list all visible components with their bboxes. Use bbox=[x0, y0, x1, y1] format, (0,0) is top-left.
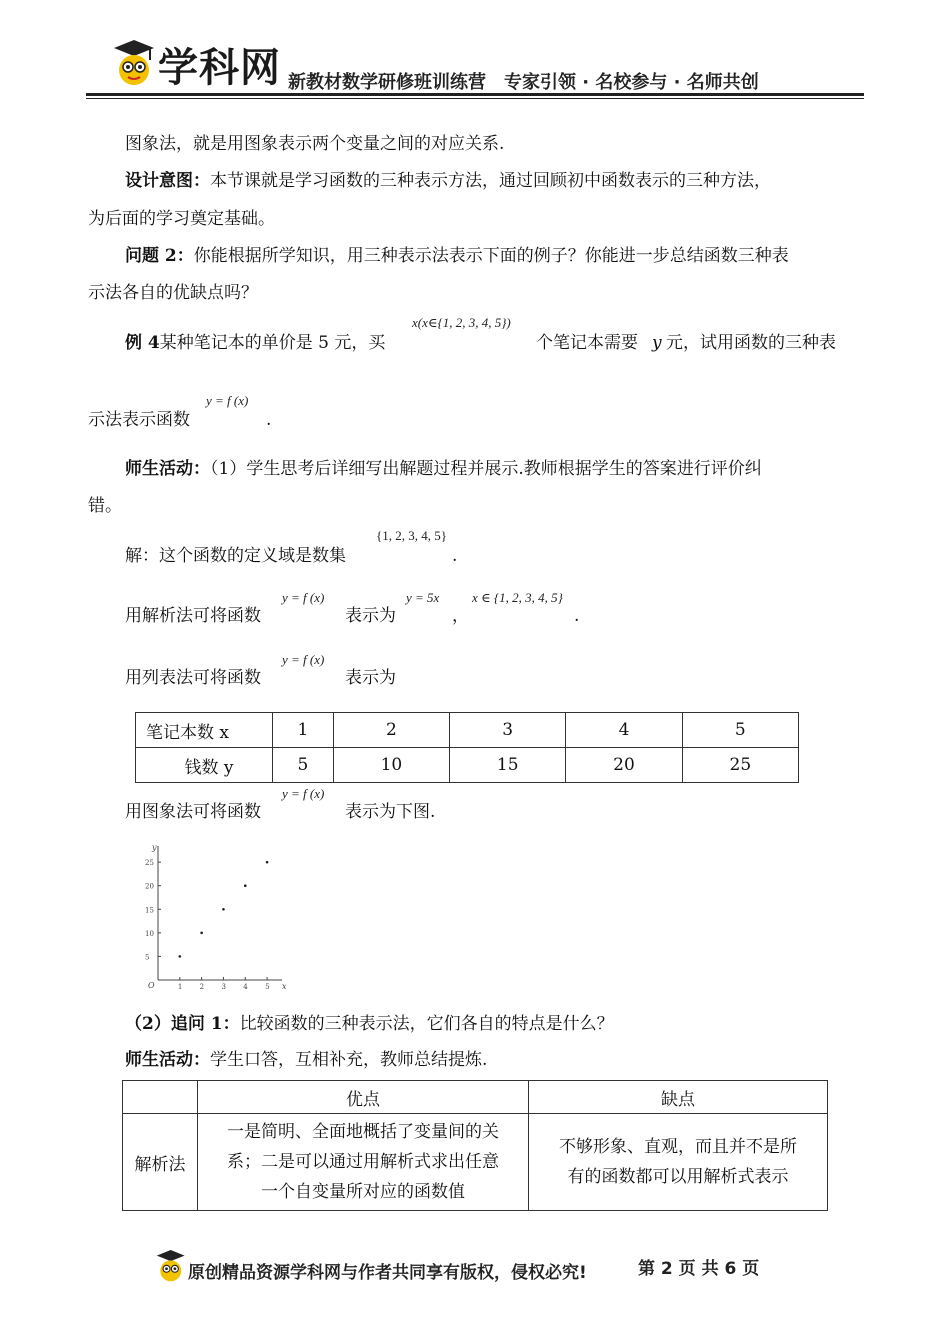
analytic-formula-math: y = 5x bbox=[406, 590, 440, 605]
question2-text: 你能根据所学知识，用三种表示法表示下面的例子？你能进一步总结函数三种表 bbox=[193, 246, 789, 266]
paragraph-graph-method: 图象法，就是用图象表示两个变量之间的对应关系. bbox=[125, 134, 505, 154]
page-number: 第 2 页 共 6 页 bbox=[638, 1259, 760, 1279]
activity1-line1 bbox=[125, 457, 762, 481]
footer-mascot-icon bbox=[154, 1248, 186, 1284]
example4-period: . bbox=[266, 410, 272, 430]
list-text-a: 用列表法可将函数 bbox=[125, 668, 261, 688]
table-cell: 4 bbox=[566, 713, 682, 748]
example4-line1 bbox=[125, 331, 385, 355]
x-axis-label: x bbox=[282, 982, 287, 991]
table-cell: 解析法 bbox=[123, 1114, 198, 1211]
analytic-fx-math: y = f (x) bbox=[282, 590, 325, 605]
x-tick-label: 4 bbox=[243, 983, 248, 991]
example4-text-c: 元，试用函数的三种表 bbox=[666, 333, 836, 353]
graph-text-a: 用图象法可将函数 bbox=[125, 802, 261, 822]
activity2-line bbox=[125, 1048, 487, 1072]
y-tick-label: 10 bbox=[145, 929, 154, 938]
example4-text-b: 个笔记本需要 bbox=[536, 333, 638, 353]
analytic-text-a: 用解析法可将函数 bbox=[125, 606, 261, 626]
activity1-line2: 错。 bbox=[88, 496, 122, 516]
activity2-text: 学生口答，互相补充，教师总结提炼. bbox=[210, 1050, 488, 1070]
advantage-line: 一个自变量所对应的函数值 bbox=[261, 1182, 465, 1202]
advantage-line: 系；二是可以通过用解析式求出任意 bbox=[227, 1152, 499, 1172]
table-cell bbox=[198, 1114, 529, 1211]
table-row bbox=[123, 1114, 828, 1211]
header-divider bbox=[86, 93, 864, 96]
table-header-cell: 优点 bbox=[198, 1081, 529, 1114]
disadvantage-line: 有的函数都可以用解析式表示 bbox=[567, 1167, 789, 1187]
scatter-chart bbox=[136, 842, 287, 991]
advantage-line: 一是简明、全面地概括了变量间的关 bbox=[227, 1122, 499, 1142]
table-cell: 2 bbox=[333, 713, 449, 748]
disadvantage-line: 不够形象、直观，而且并不是所 bbox=[559, 1137, 797, 1157]
site-logo: 学科网 bbox=[158, 45, 281, 91]
table-cell: 25 bbox=[682, 748, 798, 783]
logo-mascot-icon bbox=[110, 38, 156, 88]
question2-label: 问题 2： bbox=[125, 246, 194, 266]
example4-line2: 示法表示函数 bbox=[88, 410, 190, 430]
design-intent-line1 bbox=[125, 169, 771, 193]
activity1-text: （1）学生思考后详细写出解题过程并展示.教师根据学生的答案进行评价纠 bbox=[210, 459, 762, 479]
followup-text: 比较函数的三种表示法，它们各自的特点是什么？ bbox=[239, 1014, 614, 1034]
solution-domain-math: {1, 2, 3, 4, 5} bbox=[376, 528, 447, 543]
y-tick-label: 15 bbox=[145, 906, 154, 915]
analytic-text-b: 表示为 bbox=[345, 606, 396, 626]
followup-line bbox=[125, 1012, 614, 1036]
table-cell: 5 bbox=[682, 713, 798, 748]
function-value-table bbox=[135, 712, 799, 783]
table-row bbox=[136, 713, 799, 748]
table-cell: 1 bbox=[273, 713, 334, 748]
comparison-table bbox=[122, 1080, 828, 1211]
list-fx-math: y = f (x) bbox=[282, 652, 325, 667]
activity2-label: 师生活动： bbox=[125, 1050, 210, 1070]
x-tick-label: 3 bbox=[221, 983, 226, 991]
analytic-comma: ， bbox=[452, 606, 469, 626]
table-header-cell: 钱数 y bbox=[136, 748, 273, 783]
table-row bbox=[123, 1081, 828, 1114]
table-header-cell bbox=[123, 1081, 198, 1114]
origin-label: O bbox=[148, 981, 155, 990]
y-tick-label: 5 bbox=[145, 953, 150, 962]
table-row bbox=[136, 748, 799, 783]
question2-line1 bbox=[125, 244, 789, 268]
data-point bbox=[179, 955, 182, 958]
solution-domain-dot: . bbox=[452, 546, 458, 566]
table-cell: 15 bbox=[450, 748, 566, 783]
footer-copyright: 原创精品资源学科网与作者共同享有版权，侵权必究! bbox=[188, 1263, 587, 1283]
table-header-cell: 笔记本数 x bbox=[136, 713, 273, 748]
example4-text: 某种笔记本的单价是 5 元，买 bbox=[159, 333, 386, 353]
data-point bbox=[222, 908, 225, 911]
table-cell: 3 bbox=[450, 713, 566, 748]
question2-line2: 示法各自的优缺点吗？ bbox=[88, 283, 258, 303]
design-intent-text: 本节课就是学习函数的三种表示方法，通过回顾初中函数表示的三种方法， bbox=[210, 171, 771, 191]
data-point bbox=[244, 884, 247, 887]
y-tick-label: 20 bbox=[145, 882, 154, 891]
example4-fx-math: y = f (x) bbox=[206, 393, 249, 408]
x-tick-label: 2 bbox=[199, 983, 205, 991]
activity1-label: 师生活动： bbox=[125, 459, 210, 479]
example4-x-domain-math: x(x∈{1, 2, 3, 4, 5}) bbox=[412, 315, 511, 330]
list-text-b: 表示为 bbox=[345, 668, 396, 688]
graph-text-b: 表示为下图. bbox=[345, 802, 436, 822]
x-tick-label: 1 bbox=[177, 983, 183, 991]
example4-label: 例 4 bbox=[125, 333, 160, 353]
design-intent-label: 设计意图： bbox=[125, 171, 210, 191]
table-cell: 20 bbox=[566, 748, 682, 783]
example4-var-y: y bbox=[652, 333, 662, 353]
x-tick-label: 5 bbox=[265, 983, 270, 991]
data-point bbox=[266, 861, 269, 864]
solution-domain-text: 解：这个函数的定义域是数集 bbox=[125, 546, 346, 566]
table-cell: 10 bbox=[333, 748, 449, 783]
data-point bbox=[200, 932, 203, 935]
y-tick-label: 25 bbox=[145, 859, 154, 868]
table-cell: 5 bbox=[273, 748, 334, 783]
table-header-cell: 缺点 bbox=[529, 1081, 828, 1114]
followup-label: （2）追问 1： bbox=[125, 1014, 240, 1034]
graph-fx-math: y = f (x) bbox=[282, 786, 325, 801]
design-intent-line2: 为后面的学习奠定基础。 bbox=[88, 209, 275, 229]
header-divider-thin bbox=[86, 98, 864, 99]
analytic-domain-math: x ∈ {1, 2, 3, 4, 5} bbox=[472, 590, 563, 605]
table-cell bbox=[529, 1114, 828, 1211]
y-axis-label: y bbox=[152, 843, 157, 852]
analytic-dot: . bbox=[574, 606, 580, 626]
header-slogan: 新教材数学研修班训练营 专家引领 · 名校参与 · 名师共创 bbox=[288, 72, 759, 93]
